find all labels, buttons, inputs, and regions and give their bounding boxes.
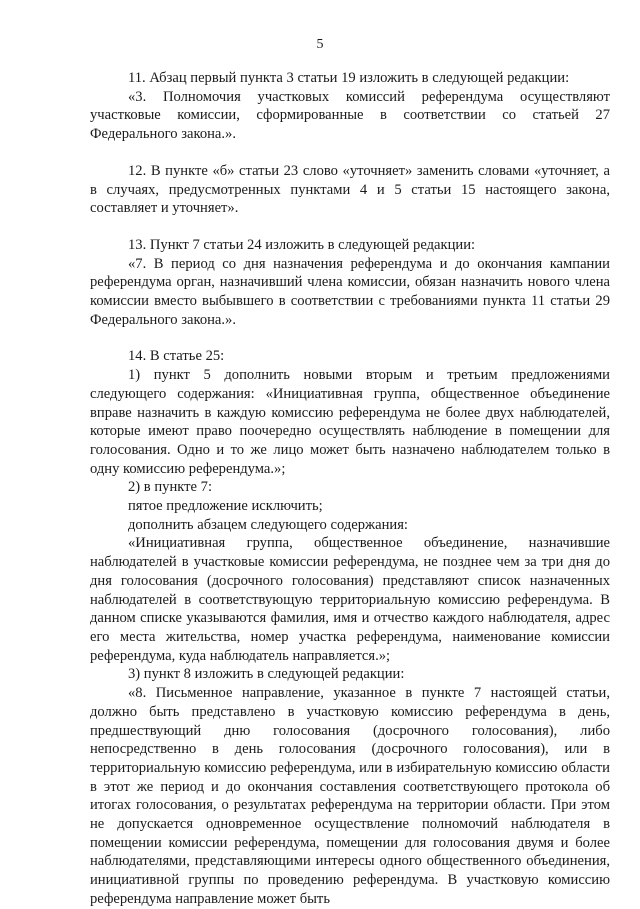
- paragraph-item-11: 11. Абзац первый пункта 3 статьи 19 изложить в следующей редакции:: [128, 70, 570, 86]
- paragraph-item-11-text: «3. Полномочия участковых комиссий референдума осуществляют участковые комиссии, сформированные в соответствии со статьей 27 Федерального закона.».: [90, 88, 610, 143]
- paragraph-item-14-2-b: дополнить абзацем следующего содержания:: [128, 516, 408, 533]
- page-number: 5: [316, 37, 324, 52]
- paragraph-item-14-3: 3) пункт 8 изложить в следующей редакции:: [128, 666, 405, 683]
- paragraph-item-14-2-a: пятое предложение исключить;: [128, 498, 323, 515]
- paragraph-item-12: 12. В пункте «б» статьи 23 слово «уточняет» заменить словами «уточняет, а в случаях, предусмотренных пунктами 4 и 5 статьи 15 настоящего закона, составляет и уточняет».: [90, 162, 610, 217]
- paragraph-item-13-text: «7. В период со дня назначения референдума и до окончания кампании референдума орган, назначивший члена комиссии, обязан назначить нового члена комиссии вместо выбывшего в соответствии с требованиями пункта 11 статьи 29 Федерального закона.».: [90, 255, 610, 328]
- paragraph-item-14-2: 2) в пункте 7:: [128, 479, 213, 496]
- paragraph-item-13: 13. Пункт 7 статьи 24 изложить в следующей редакции:: [128, 236, 476, 253]
- paragraph-item-14-3-quote: «8. Письменное направление, указанное в пункте 7 настоящей статьи, должно быть представлено в участковую комиссию референдума в день, предшествующий дню голосования (досрочного голосования), либо непосредственно в день голосования (досрочного голосования), или в территориальную комиссию референдума, или в избирательную комиссию области в этот же период и до окончания составления соответствующего протокола об итогах голосования, о результатах референдума на территории области. При этом не допускается одновременное осуществление полномочий наблюдателя в помещении комиссии референдума, помещении для голосования двумя и более наблюдателями, представляющими интересы одного общественного объединения, инициативной группы по проведению референдума. В участковую комиссию референдума направление может быть: [90, 685, 610, 907]
- paragraph-item-14-2-quote: «Инициативная группа, общественное объединение, назначившие наблюдателей в участковые комиссии референдума, не позднее чем за три дня до дня голосования (досрочного голосования) представляют список назначенных наблюдателей в соответствующую территориальную комиссию референдума. В данном списке указываются фамилия, имя и отчество каждого наблюдателя, адрес его места жительства, номер участка референдума, наименование комиссии референдума, куда наблюдатель направляется.»;: [90, 535, 610, 664]
- document-body: [90, 69, 610, 909]
- paragraph-item-14: 14. В статье 25:: [128, 348, 225, 365]
- paragraph-item-14-1: 1) пункт 5 дополнить новыми вторым и третьим предложениями следующего содержания: «Инициативная группа, общественное объединение вправе назначить в каждую комиссию референдума не более двух наблюдателей, которые имеют право поочередно осуществлять наблюдение в помещении для голосования. Одно и то же лицо может быть назначено наблюдателем только в одну комиссию референдума.»;: [90, 367, 610, 477]
